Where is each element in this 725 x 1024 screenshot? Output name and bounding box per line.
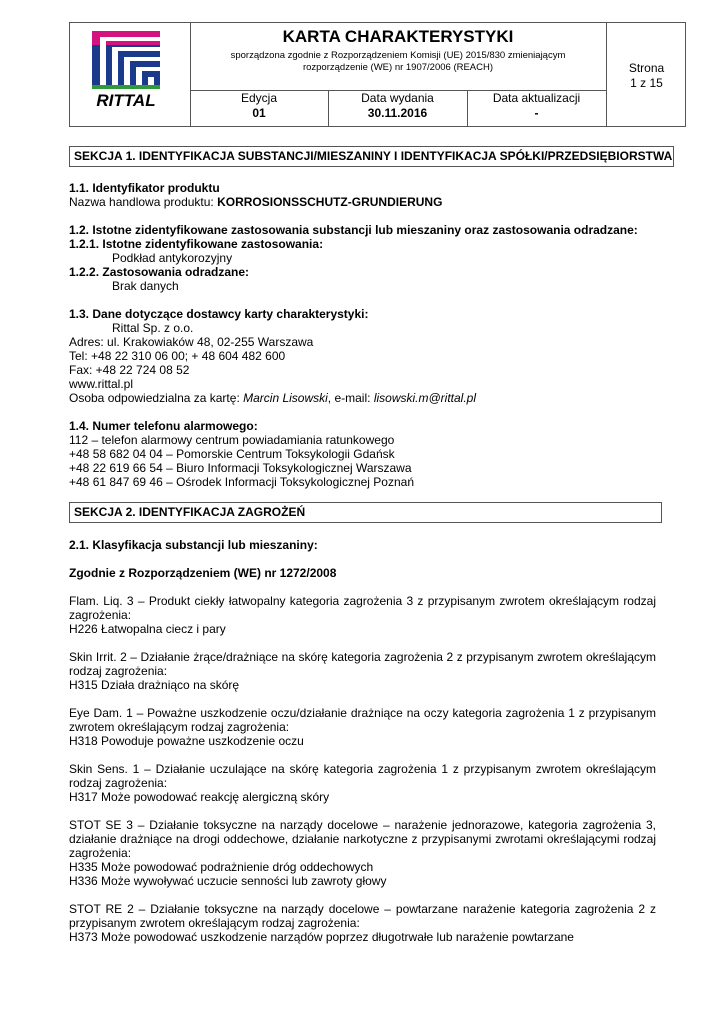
s13-website-link[interactable]: www.rittal.pl [69, 377, 134, 391]
hazard-description: Skin Sens. 1 – Działanie uczulające na skórę kategoria zagrożenia 1 z przypisanym zwrotem określającym rodzaj zagrożenia: [69, 762, 656, 790]
page-number-cell [606, 61, 687, 91]
s21-title: 2.1. Klasyfikacja substancji lub mieszaniny: [69, 538, 318, 552]
update-date-value: - [534, 106, 539, 120]
hazard-description: STOT SE 3 – Działanie toksyczne na narządy docelowe – narażenie jednorazowe, kategoria zagrożenia 3, działanie drażniące na drogi oddechowe, działanie narkotyczne z przypisanymi zwrotami określającymi rodzaj zagrożenia: [69, 818, 656, 860]
hazard-statement: H226 Łatwopalna ciecz i pary [69, 622, 226, 636]
hazard-statement: H336 Może wywoływać uczucie senności lub zawroty głowy [69, 874, 387, 888]
s13-contact: Osoba odpowiedzialna za kartę: Marcin Lisowski, e-mail: lisowski.m@rittal.pl [69, 391, 477, 405]
document-title: KARTA CHARAKTERYSTYKI [282, 27, 514, 46]
rittal-logo [92, 31, 160, 111]
hazard-statement: H335 Może powodować podrażnienie dróg oddechowych [69, 860, 374, 874]
emergency-phone-line: +48 61 847 69 46 – Ośrodek Informacji Toksykologicznej Poznań [69, 475, 414, 489]
issue-date-label: Data wydania [361, 91, 434, 105]
document-subtitle: sporządzona zgodnie z Rozporządzeniem Komisji (UE) 2015/830 zmieniającym rozporządzenie (WE) nr 1907/2006 (REACH) [230, 50, 566, 73]
issue-date-cell [328, 91, 467, 121]
s13-title: 1.3. Dane dotyczące dostawcy karty charakterystyki: [69, 307, 369, 321]
s121-value: Podkład antykorozyjny [112, 251, 233, 265]
s11-title: 1.1. Identyfikator produktu [69, 181, 220, 195]
s11-product-name: Nazwa handlowa produktu: KORROSIONSSCHUTZ-GRUNDIERUNG [69, 195, 443, 209]
s13-tel: Tel: +48 22 310 06 00; + 48 604 482 600 [69, 349, 286, 363]
hazard-description: Skin Irrit. 2 – Działanie żrące/drażniące na skórę kategoria zagrożenia 2 z przypisanym zwrotem określającym rodzaj zagrożenia: [69, 650, 656, 678]
section-2-heading: SEKCJA 2. IDENTYFIKACJA ZAGROŻEŃ [69, 502, 662, 523]
s12-title: 1.2. Istotne zidentyfikowane zastosowania substancji lub mieszaniny oraz zastosowania odradzane: [69, 223, 638, 237]
contact-email-link[interactable]: lisowski.m@rittal.pl [373, 391, 477, 405]
hazard-statement: H373 Może powodować uszkodzenie narządów poprzez długotrwałe lub narażenie powtarzane [69, 930, 574, 944]
section-1-heading: SEKCJA 1. IDENTYFIKACJA SUBSTANCJI/MIESZANINY I IDENTYFIKACJA SPÓŁKI/PRZEDSIĘBIORSTWA [69, 146, 674, 167]
hazard-description: Eye Dam. 1 – Poważne uszkodzenie oczu/działanie drażniące na oczy kategoria zagrożenia 1 z przypisanym zwrotem określającym rodzaj zagrożenia: [69, 706, 656, 734]
update-date-cell [467, 91, 606, 121]
s122-title: 1.2.2. Zastosowania odradzane: [69, 265, 250, 279]
edition-cell [190, 91, 328, 121]
s121-title: 1.2.1. Istotne zidentyfikowane zastosowania: [69, 237, 324, 251]
s13-company: Rittal Sp. z o.o. [112, 321, 194, 335]
s14-title: 1.4. Numer telefonu alarmowego: [69, 419, 258, 433]
issue-date-value: 30.11.2016 [367, 106, 428, 120]
emergency-phone-line: +48 58 682 04 04 – Pomorskie Centrum Toksykologii Gdańsk [69, 447, 395, 461]
hazard-description: STOT RE 2 – Działanie toksyczne na narządy docelowe – powtarzane narażenie kategoria zagrożenia 2 z przypisanym zwrotem określającym rodzaj zagrożenia: [69, 902, 656, 930]
hazard-statement: H315 Działa drażniąco na skórę [69, 678, 240, 692]
s13-address: Adres: ul. Krakowiaków 48, 02-255 Warszawa [69, 335, 314, 349]
document-header [69, 22, 686, 127]
regulation-title: Zgodnie z Rozporządzeniem (WE) nr 1272/2008 [69, 566, 337, 580]
page-label: Strona [628, 61, 665, 75]
edition-label: Edycja [240, 91, 278, 105]
emergency-phone-line: 112 – telefon alarmowy centrum powiadamiania ratunkowego [69, 433, 395, 447]
update-date-label: Data aktualizacji [492, 91, 581, 105]
edition-value: 01 [252, 106, 266, 120]
hazard-statement: H317 Może powodować reakcję alergiczną skóry [69, 790, 330, 804]
hazard-description: Flam. Liq. 3 – Produkt ciekły łatwopalny kategoria zagrożenia 3 z przypisanym zwrotem określającym rodzaj zagrożenia: [69, 594, 656, 622]
s13-fax: Fax: +48 22 724 08 52 [69, 363, 190, 377]
logo-text: RITTAL [96, 91, 156, 110]
s122-value: Brak danych [112, 279, 179, 293]
hazard-statement: H318 Powoduje poważne uszkodzenie oczu [69, 734, 304, 748]
emergency-phone-line: +48 22 619 66 54 – Biuro Informacji Toksykologicznej Warszawa [69, 461, 412, 475]
page-value: 1 z 15 [630, 76, 663, 90]
